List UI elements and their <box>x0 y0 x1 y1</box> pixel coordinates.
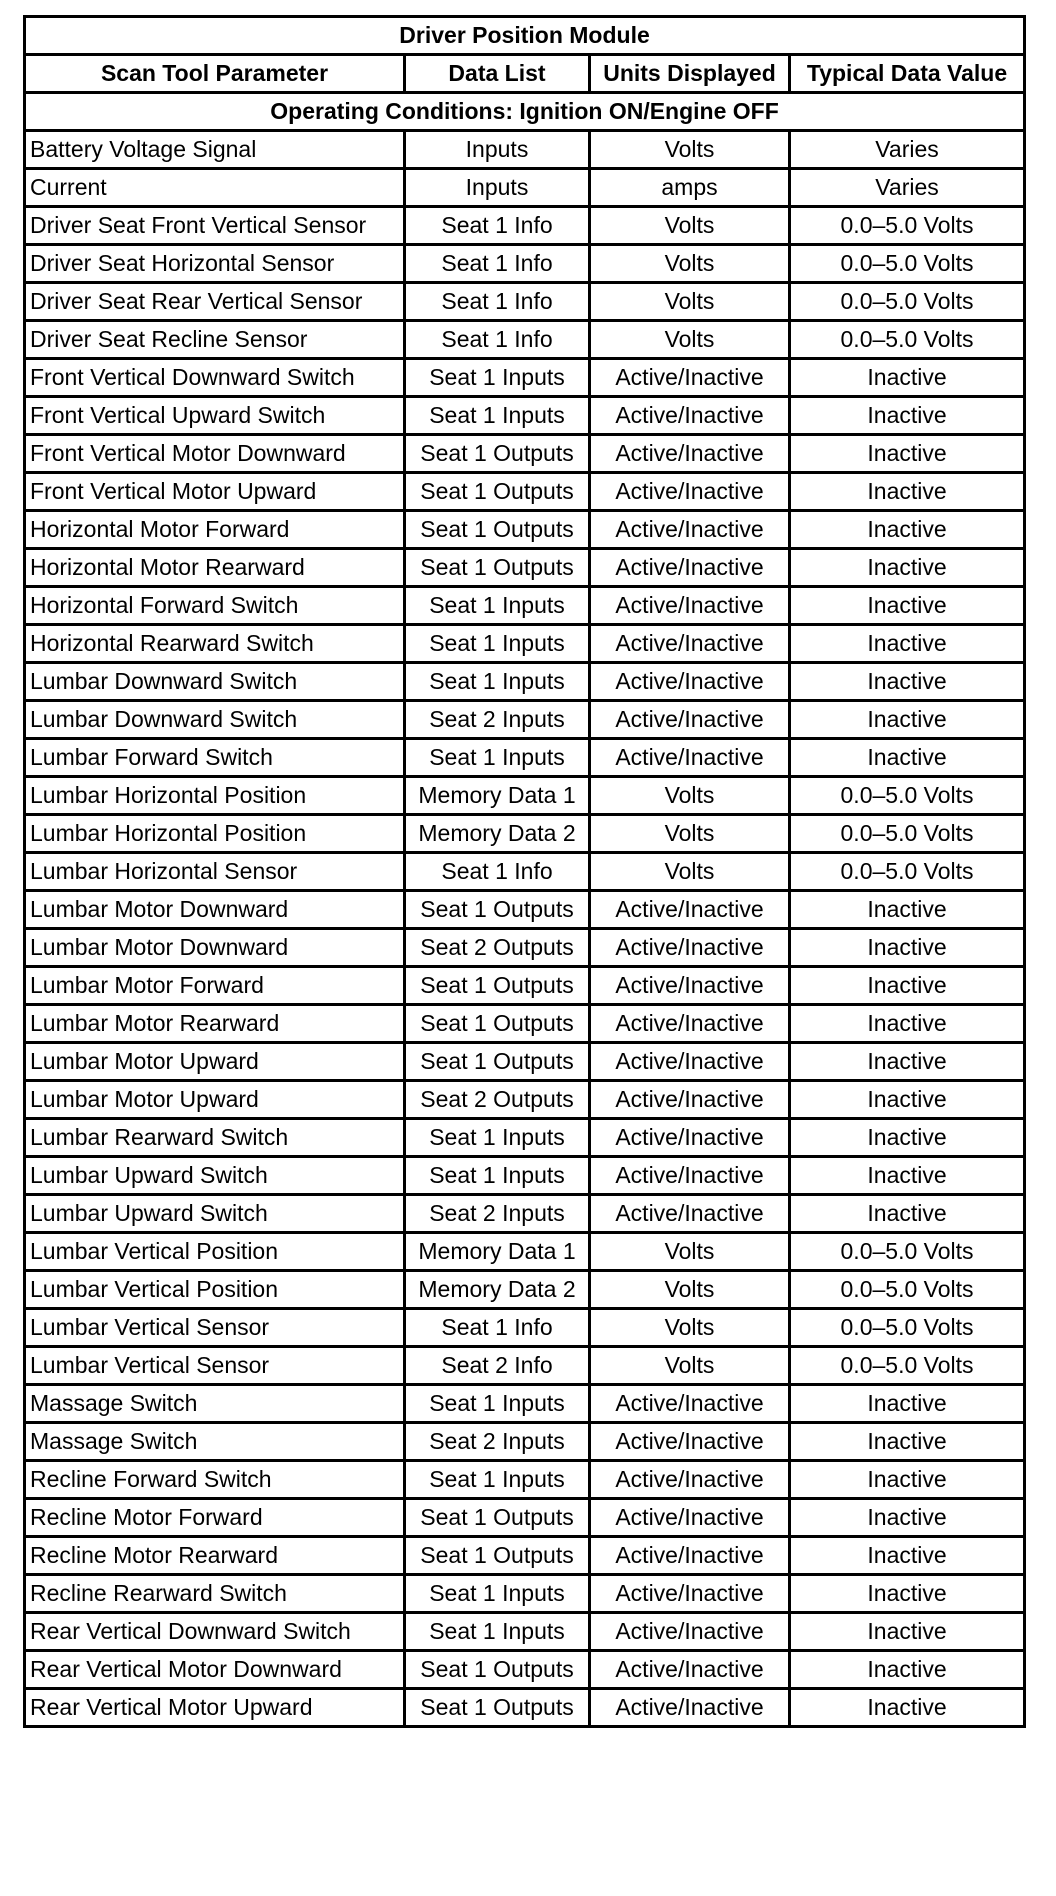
cell-units: Active/Inactive <box>590 1423 790 1461</box>
cell-units: Active/Inactive <box>590 701 790 739</box>
cell-parameter: Lumbar Downward Switch <box>25 663 405 701</box>
cell-units: Volts <box>590 131 790 169</box>
cell-typical-value: Inactive <box>790 359 1025 397</box>
cell-data-list: Seat 2 Outputs <box>405 1081 590 1119</box>
cell-parameter: Lumbar Horizontal Position <box>25 777 405 815</box>
cell-typical-value: Inactive <box>790 891 1025 929</box>
cell-units: Volts <box>590 283 790 321</box>
table-row <box>25 359 1025 397</box>
cell-data-list: Seat 1 Outputs <box>405 1689 590 1727</box>
cell-data-list: Seat 1 Outputs <box>405 891 590 929</box>
table-row <box>25 1499 1025 1537</box>
cell-data-list: Seat 1 Info <box>405 321 590 359</box>
cell-parameter: Driver Seat Horizontal Sensor <box>25 245 405 283</box>
cell-units: Active/Inactive <box>590 1499 790 1537</box>
cell-typical-value: Inactive <box>790 1157 1025 1195</box>
table-row <box>25 701 1025 739</box>
cell-data-list: Seat 1 Outputs <box>405 1005 590 1043</box>
cell-data-list: Seat 1 Info <box>405 207 590 245</box>
cell-units: Active/Inactive <box>590 1461 790 1499</box>
cell-parameter: Lumbar Horizontal Position <box>25 815 405 853</box>
cell-units: Active/Inactive <box>590 473 790 511</box>
table-row <box>25 1347 1025 1385</box>
cell-parameter: Lumbar Vertical Position <box>25 1233 405 1271</box>
cell-typical-value: Inactive <box>790 1043 1025 1081</box>
cell-data-list: Seat 1 Inputs <box>405 1613 590 1651</box>
cell-typical-value: Inactive <box>790 739 1025 777</box>
cell-parameter: Rear Vertical Downward Switch <box>25 1613 405 1651</box>
cell-parameter: Rear Vertical Motor Downward <box>25 1651 405 1689</box>
cell-units: Active/Inactive <box>590 1119 790 1157</box>
cell-units: Active/Inactive <box>590 549 790 587</box>
cell-parameter: Battery Voltage Signal <box>25 131 405 169</box>
header-scan-tool-parameter: Scan Tool Parameter <box>25 55 405 93</box>
cell-parameter: Horizontal Motor Forward <box>25 511 405 549</box>
cell-data-list: Seat 1 Inputs <box>405 739 590 777</box>
cell-units: Volts <box>590 245 790 283</box>
header-row <box>25 55 1025 93</box>
cell-units: Volts <box>590 1233 790 1271</box>
cell-data-list: Seat 1 Outputs <box>405 549 590 587</box>
header-typical-data-value: Typical Data Value <box>790 55 1025 93</box>
table-body <box>25 131 1025 1727</box>
cell-units: Active/Inactive <box>590 359 790 397</box>
table-row <box>25 891 1025 929</box>
cell-typical-value: 0.0–5.0 Volts <box>790 1271 1025 1309</box>
cell-data-list: Inputs <box>405 169 590 207</box>
cell-data-list: Seat 1 Outputs <box>405 1651 590 1689</box>
table-row <box>25 1005 1025 1043</box>
table-row <box>25 283 1025 321</box>
cell-parameter: Massage Switch <box>25 1423 405 1461</box>
cell-units: Active/Inactive <box>590 625 790 663</box>
cell-typical-value: Varies <box>790 169 1025 207</box>
table-row <box>25 131 1025 169</box>
cell-units: Active/Inactive <box>590 663 790 701</box>
cell-data-list: Seat 1 Info <box>405 283 590 321</box>
cell-typical-value: 0.0–5.0 Volts <box>790 777 1025 815</box>
cell-units: Active/Inactive <box>590 1575 790 1613</box>
table-row <box>25 1157 1025 1195</box>
cell-units: Volts <box>590 815 790 853</box>
cell-typical-value: Inactive <box>790 663 1025 701</box>
cell-parameter: Front Vertical Motor Downward <box>25 435 405 473</box>
table-title: Driver Position Module <box>25 17 1025 55</box>
table-row <box>25 1043 1025 1081</box>
cell-data-list: Seat 1 Outputs <box>405 1537 590 1575</box>
cell-data-list: Seat 1 Inputs <box>405 1119 590 1157</box>
cell-data-list: Seat 1 Outputs <box>405 1499 590 1537</box>
cell-parameter: Lumbar Upward Switch <box>25 1157 405 1195</box>
cell-data-list: Seat 2 Outputs <box>405 929 590 967</box>
cell-typical-value: Inactive <box>790 1005 1025 1043</box>
cell-units: Volts <box>590 207 790 245</box>
cell-parameter: Lumbar Vertical Sensor <box>25 1309 405 1347</box>
cell-parameter: Current <box>25 169 405 207</box>
table-row <box>25 549 1025 587</box>
cell-typical-value: 0.0–5.0 Volts <box>790 283 1025 321</box>
cell-typical-value: Inactive <box>790 1537 1025 1575</box>
cell-data-list: Seat 1 Outputs <box>405 511 590 549</box>
cell-parameter: Recline Motor Rearward <box>25 1537 405 1575</box>
cell-parameter: Recline Rearward Switch <box>25 1575 405 1613</box>
cell-parameter: Lumbar Vertical Sensor <box>25 1347 405 1385</box>
cell-data-list: Seat 1 Inputs <box>405 1461 590 1499</box>
cell-data-list: Seat 1 Outputs <box>405 1043 590 1081</box>
cell-units: Volts <box>590 1271 790 1309</box>
table-row <box>25 473 1025 511</box>
cell-data-list: Seat 1 Inputs <box>405 663 590 701</box>
table-row <box>25 1309 1025 1347</box>
cell-parameter: Lumbar Vertical Position <box>25 1271 405 1309</box>
cell-data-list: Memory Data 2 <box>405 815 590 853</box>
table-row <box>25 1613 1025 1651</box>
table-row <box>25 663 1025 701</box>
cell-typical-value: 0.0–5.0 Volts <box>790 1309 1025 1347</box>
cell-typical-value: 0.0–5.0 Volts <box>790 321 1025 359</box>
cell-typical-value: Inactive <box>790 397 1025 435</box>
cell-typical-value: 0.0–5.0 Volts <box>790 1347 1025 1385</box>
cell-parameter: Lumbar Upward Switch <box>25 1195 405 1233</box>
cell-parameter: Lumbar Motor Rearward <box>25 1005 405 1043</box>
cell-typical-value: 0.0–5.0 Volts <box>790 815 1025 853</box>
cell-typical-value: Inactive <box>790 1423 1025 1461</box>
cell-parameter: Horizontal Rearward Switch <box>25 625 405 663</box>
cell-units: Volts <box>590 1309 790 1347</box>
cell-data-list: Seat 2 Inputs <box>405 1195 590 1233</box>
cell-parameter: Recline Motor Forward <box>25 1499 405 1537</box>
cell-typical-value: 0.0–5.0 Volts <box>790 245 1025 283</box>
cell-parameter: Lumbar Motor Upward <box>25 1043 405 1081</box>
table-row <box>25 1537 1025 1575</box>
table-row <box>25 1575 1025 1613</box>
table-row <box>25 853 1025 891</box>
cell-data-list: Seat 1 Info <box>405 245 590 283</box>
cell-parameter: Lumbar Motor Downward <box>25 891 405 929</box>
cell-units: Active/Inactive <box>590 739 790 777</box>
table-row <box>25 1119 1025 1157</box>
cell-typical-value: Inactive <box>790 1081 1025 1119</box>
cell-typical-value: 0.0–5.0 Volts <box>790 1233 1025 1271</box>
cell-data-list: Seat 1 Inputs <box>405 1385 590 1423</box>
cell-data-list: Seat 2 Info <box>405 1347 590 1385</box>
table-row <box>25 1423 1025 1461</box>
cell-parameter: Driver Seat Rear Vertical Sensor <box>25 283 405 321</box>
cell-data-list: Seat 1 Outputs <box>405 435 590 473</box>
cell-typical-value: Inactive <box>790 701 1025 739</box>
cell-typical-value: Inactive <box>790 1195 1025 1233</box>
cell-units: Active/Inactive <box>590 967 790 1005</box>
table-row <box>25 1081 1025 1119</box>
table-row <box>25 1689 1025 1727</box>
cell-typical-value: Varies <box>790 131 1025 169</box>
cell-units: Active/Inactive <box>590 1385 790 1423</box>
cell-typical-value: Inactive <box>790 929 1025 967</box>
table-row <box>25 321 1025 359</box>
cell-units: Active/Inactive <box>590 1081 790 1119</box>
cell-typical-value: Inactive <box>790 511 1025 549</box>
condition-row <box>25 93 1025 131</box>
cell-parameter: Recline Forward Switch <box>25 1461 405 1499</box>
table-row <box>25 587 1025 625</box>
data-table <box>23 15 1026 1728</box>
cell-data-list: Memory Data 2 <box>405 1271 590 1309</box>
cell-units: Active/Inactive <box>590 1537 790 1575</box>
header-data-list: Data List <box>405 55 590 93</box>
cell-parameter: Lumbar Downward Switch <box>25 701 405 739</box>
cell-data-list: Seat 2 Inputs <box>405 1423 590 1461</box>
table-row <box>25 815 1025 853</box>
cell-parameter: Rear Vertical Motor Upward <box>25 1689 405 1727</box>
table-row <box>25 1385 1025 1423</box>
cell-units: Active/Inactive <box>590 435 790 473</box>
table-row <box>25 435 1025 473</box>
cell-data-list: Seat 1 Outputs <box>405 967 590 1005</box>
cell-parameter: Lumbar Rearward Switch <box>25 1119 405 1157</box>
cell-data-list: Seat 1 Info <box>405 1309 590 1347</box>
cell-units: Active/Inactive <box>590 1043 790 1081</box>
cell-typical-value: Inactive <box>790 1119 1025 1157</box>
cell-parameter: Massage Switch <box>25 1385 405 1423</box>
cell-units: Active/Inactive <box>590 1613 790 1651</box>
cell-typical-value: Inactive <box>790 967 1025 1005</box>
cell-data-list: Seat 1 Inputs <box>405 587 590 625</box>
cell-typical-value: Inactive <box>790 1651 1025 1689</box>
table-row <box>25 511 1025 549</box>
table-row <box>25 245 1025 283</box>
cell-units: Volts <box>590 1347 790 1385</box>
cell-parameter: Driver Seat Recline Sensor <box>25 321 405 359</box>
cell-units: amps <box>590 169 790 207</box>
cell-parameter: Lumbar Forward Switch <box>25 739 405 777</box>
cell-typical-value: Inactive <box>790 1499 1025 1537</box>
table-row <box>25 967 1025 1005</box>
table-row <box>25 929 1025 967</box>
cell-units: Volts <box>590 777 790 815</box>
table-row <box>25 169 1025 207</box>
cell-data-list: Seat 1 Inputs <box>405 1575 590 1613</box>
table-row <box>25 397 1025 435</box>
cell-data-list: Seat 2 Inputs <box>405 701 590 739</box>
cell-parameter: Lumbar Motor Upward <box>25 1081 405 1119</box>
cell-typical-value: 0.0–5.0 Volts <box>790 853 1025 891</box>
cell-units: Active/Inactive <box>590 511 790 549</box>
cell-units: Active/Inactive <box>590 1195 790 1233</box>
cell-data-list: Memory Data 1 <box>405 777 590 815</box>
cell-data-list: Seat 1 Inputs <box>405 625 590 663</box>
cell-units: Volts <box>590 853 790 891</box>
cell-typical-value: Inactive <box>790 473 1025 511</box>
cell-typical-value: Inactive <box>790 1689 1025 1727</box>
table-row <box>25 739 1025 777</box>
cell-units: Active/Inactive <box>590 1689 790 1727</box>
cell-units: Active/Inactive <box>590 1157 790 1195</box>
table-row <box>25 1461 1025 1499</box>
cell-typical-value: 0.0–5.0 Volts <box>790 207 1025 245</box>
cell-data-list: Seat 1 Info <box>405 853 590 891</box>
cell-units: Active/Inactive <box>590 929 790 967</box>
cell-typical-value: Inactive <box>790 1461 1025 1499</box>
table-row <box>25 1233 1025 1271</box>
cell-units: Volts <box>590 321 790 359</box>
cell-units: Active/Inactive <box>590 1651 790 1689</box>
table-row <box>25 1651 1025 1689</box>
cell-typical-value: Inactive <box>790 549 1025 587</box>
cell-units: Active/Inactive <box>590 1005 790 1043</box>
cell-data-list: Seat 1 Inputs <box>405 359 590 397</box>
cell-typical-value: Inactive <box>790 1385 1025 1423</box>
cell-parameter: Lumbar Horizontal Sensor <box>25 853 405 891</box>
cell-typical-value: Inactive <box>790 435 1025 473</box>
cell-parameter: Horizontal Forward Switch <box>25 587 405 625</box>
cell-typical-value: Inactive <box>790 587 1025 625</box>
cell-parameter: Driver Seat Front Vertical Sensor <box>25 207 405 245</box>
cell-typical-value: Inactive <box>790 1613 1025 1651</box>
cell-parameter: Front Vertical Downward Switch <box>25 359 405 397</box>
operating-conditions: Operating Conditions: Ignition ON/Engine OFF <box>25 93 1025 131</box>
header-units-displayed: Units Displayed <box>590 55 790 93</box>
title-row <box>25 17 1025 55</box>
cell-parameter: Front Vertical Upward Switch <box>25 397 405 435</box>
table-row <box>25 625 1025 663</box>
table-row <box>25 1271 1025 1309</box>
cell-parameter: Horizontal Motor Rearward <box>25 549 405 587</box>
table-row <box>25 777 1025 815</box>
cell-units: Active/Inactive <box>590 587 790 625</box>
cell-data-list: Seat 1 Outputs <box>405 473 590 511</box>
cell-typical-value: Inactive <box>790 625 1025 663</box>
table-row <box>25 207 1025 245</box>
cell-data-list: Seat 1 Inputs <box>405 1157 590 1195</box>
cell-data-list: Inputs <box>405 131 590 169</box>
cell-parameter: Lumbar Motor Forward <box>25 967 405 1005</box>
cell-typical-value: Inactive <box>790 1575 1025 1613</box>
table-row <box>25 1195 1025 1233</box>
cell-parameter: Front Vertical Motor Upward <box>25 473 405 511</box>
cell-units: Active/Inactive <box>590 891 790 929</box>
cell-units: Active/Inactive <box>590 397 790 435</box>
cell-data-list: Seat 1 Inputs <box>405 397 590 435</box>
cell-data-list: Memory Data 1 <box>405 1233 590 1271</box>
cell-parameter: Lumbar Motor Downward <box>25 929 405 967</box>
